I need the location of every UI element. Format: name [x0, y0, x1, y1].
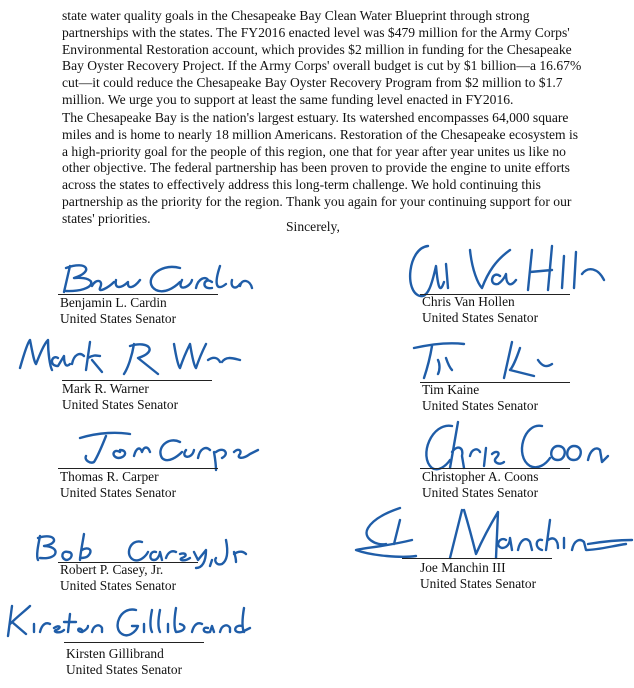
signature-block-casey — [30, 530, 260, 592]
signatory-title: United States Senator — [60, 311, 177, 326]
signatory-name: Kirsten Gillibrand — [66, 646, 164, 661]
signature-block-cardin — [30, 258, 230, 328]
signatory-name: Chris Van Hollen — [422, 294, 515, 309]
signatory-title: United States Senator — [60, 485, 177, 500]
signature-block-warner — [4, 334, 244, 414]
signature-block-carper — [30, 424, 260, 502]
letter-paragraph-bay: The Chesapeake Bay is the nation's largest estuary. Its watershed encompasses 64,000 square miles and is home to nearly 18 million Americans. Restoration of the Chesapeake ecosystem is a high-priority goal for the people of this region, one that for year after year unites us like no other objective. The federal partnership has been proven to provide the engine to unite efforts across the states to effectively address this long-term challenge. We hold continuing this partnership as the priority for the region. Thank you again for your continuing support for our states' priorities. — [62, 110, 579, 226]
signatory-title: United States Senator — [422, 485, 539, 500]
letter-closing: Sincerely, — [286, 219, 340, 234]
signature-block-van-hollen — [392, 236, 612, 328]
signature-block-manchin — [342, 500, 634, 592]
letter-paragraph-funding: state water quality goals in the Chesapeake Bay Clean Water Blueprint through strong partnerships with the states. The FY2016 enacted level was $479 million for the Army Corps' Environmental Restoration account, which provides $2 million in funding for the Chesapeake Bay Oyster Recovery Project. If the Army Corps' overall budget is cut by $1 billion—a 16.67% cut—it could reduce the Chesapeake Bay Oyster Recovery Program from $2 million to $1.7 million. We urge you to support at least the same funding level enacted in FY2016. — [62, 8, 582, 107]
signatory-name: Christopher A. Coons — [422, 469, 539, 484]
gillibrand-signature-image — [4, 598, 264, 648]
signatory-title: United States Senator — [62, 397, 179, 412]
carper-signature-image — [30, 424, 260, 474]
signature-block-kaine — [392, 334, 612, 414]
signatory-name: Thomas R. Carper — [60, 469, 159, 484]
signatory-title: United States Senator — [422, 398, 539, 413]
signatory-name: Tim Kaine — [422, 382, 480, 397]
warner-signature-image — [4, 334, 244, 384]
signatory-title: United States Senator — [66, 662, 183, 677]
signatory-name: Benjamin L. Cardin — [60, 295, 167, 310]
coons-signature-image — [392, 416, 612, 476]
signatory-title: United States Senator — [420, 576, 537, 591]
signatory-name: Robert P. Casey, Jr. — [60, 562, 164, 577]
signature-block-gillibrand — [4, 598, 264, 684]
kaine-signature-image — [392, 334, 612, 384]
signatory-title: United States Senator — [422, 310, 539, 325]
signatory-name: Joe Manchin III — [420, 560, 506, 575]
signatory-title: United States Senator — [60, 578, 177, 593]
signature-block-coons — [392, 416, 612, 502]
signatory-name: Mark R. Warner — [62, 381, 149, 396]
